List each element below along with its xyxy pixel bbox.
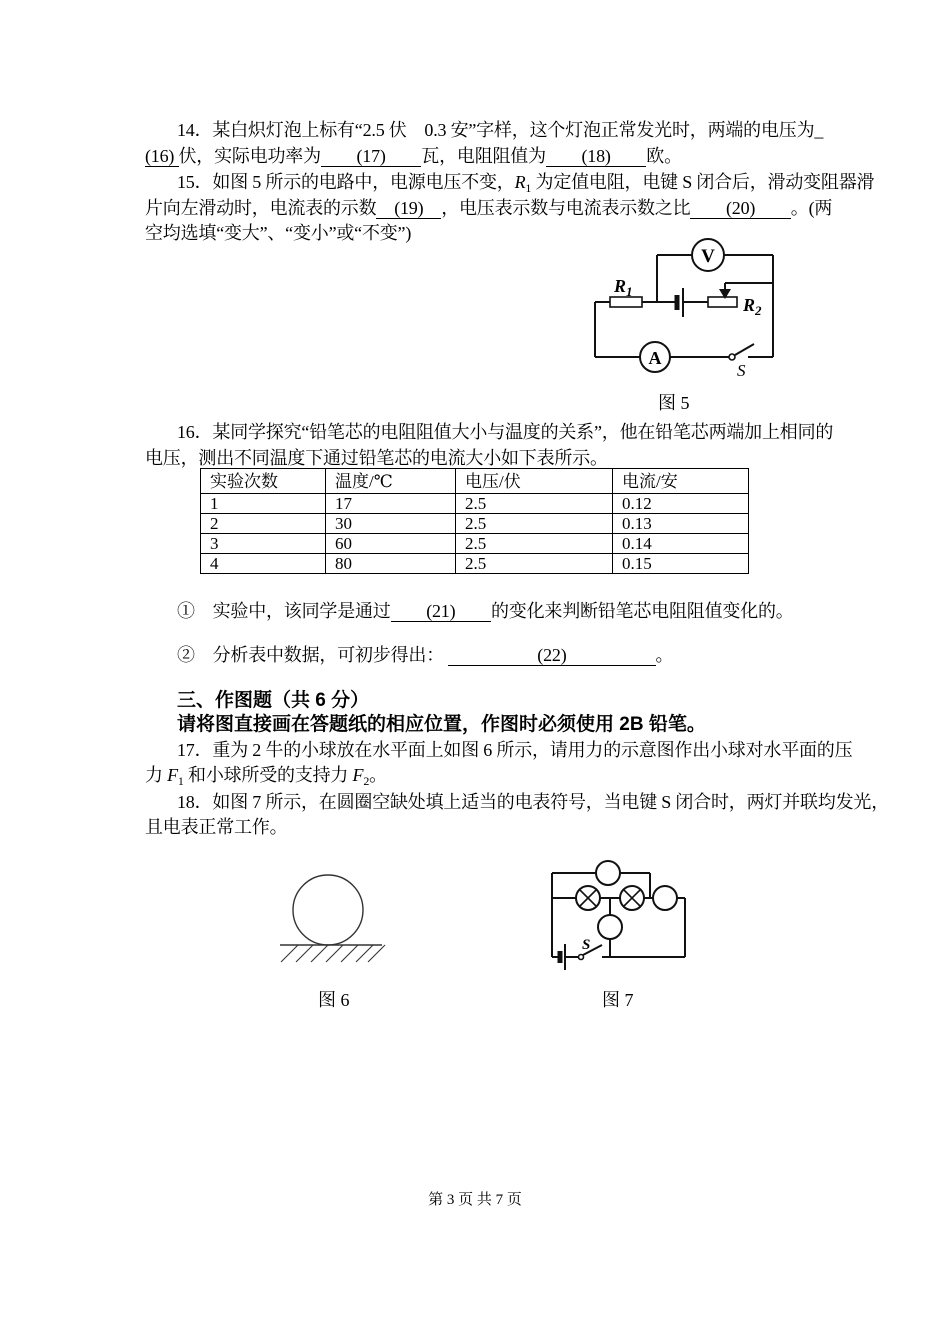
text-segment: F [167,765,178,785]
text-segment: 伏，实际电功率为 [178,146,321,166]
table-cell: 80 [326,554,456,574]
table-row [201,514,749,534]
question-14-line-2 [145,144,682,169]
table-cell: 17 [326,494,456,514]
figure5-circuit-diagram [588,233,788,381]
text-segment: (19) [376,198,442,218]
figure7-circuit-diagram [540,855,700,980]
text-segment: 1 [525,181,532,195]
text-segment: 片向左滑动时，电流表的示数 [145,198,377,218]
table-header-temperature: 温度/℃ [326,469,456,494]
voltmeter-label: V [701,246,715,267]
text-segment: (17) [320,146,422,166]
switch-label: S [737,361,746,380]
question-15-line-2 [145,196,832,221]
table-cell: 2.5 [456,554,613,574]
text-segment: 。 [369,765,387,785]
switch-label: S [582,937,591,953]
text-segment: 2 [363,774,370,788]
text-segment: 力 [145,765,168,785]
text-segment: R [514,172,526,192]
table-cell: 1 [201,494,326,514]
question-18-line-2: 且电表正常工作。 [145,817,288,837]
resistor-r1-label: $R_1$ [614,276,633,299]
question-16-sub-2 [177,643,673,668]
measurement-table [200,468,749,574]
text-segment: 。 [655,645,674,665]
table-header-row [201,469,749,494]
empty-meter-circle-middle [598,915,622,939]
figure6-caption: 图 6 [318,990,350,1010]
table-cell: 0.14 [613,534,749,554]
rheostat-r2 [708,297,737,307]
table-cell: 2.5 [456,494,613,514]
table-header-trial: 实验次数 [201,469,326,494]
text-segment: ，电压表示数与电流表示数之比 [441,198,691,218]
question-16-sub-1 [177,599,794,624]
question-14-line-1: 14．某白炽灯泡上标有“2.5 伏 0.3 安”字样，这个灯泡正常发光时，两端的电压为_ [177,120,824,140]
table-header-voltage: 电压/伏 [456,469,613,494]
figure7-caption: 图 7 [602,990,634,1010]
text-segment: 1 [177,774,184,788]
table-row [201,494,749,514]
text-segment: 和小球所受的支持力 [183,765,353,785]
table-cell: 0.12 [613,494,749,514]
switch-contact [579,955,584,960]
table-header-current: 电流/安 [613,469,749,494]
table-row [201,554,749,574]
question-16-line-2: 电压，测出不同温度下通过铅笔芯的电流大小如下表所示。 [145,448,608,468]
text-segment: 15．如图 5 所示的电路中，电源电压不变， [177,172,515,192]
ball [293,875,363,945]
lamp-cross [580,890,597,907]
table-cell: 30 [326,514,456,534]
table-row [201,534,749,554]
figure6-ball-diagram [268,865,398,970]
section-3-title: 三、作图题（共 6 分） [177,690,370,711]
text-segment: ① 实验中，该同学是通过 [177,601,391,621]
switch-contact [729,354,735,360]
figure5-caption: 图 5 [658,393,690,413]
ground-hatching [281,945,385,962]
page-number-footer: 第 3 页 共 7 页 [428,1192,522,1208]
lamp-cross [624,890,641,907]
question-15-line-3: 空均选填“变大”、“变小”或“不变”) [145,223,412,243]
ammeter-label: A [648,348,662,368]
rheostat-r2-label: $R_2$ [743,295,762,318]
table-cell: 60 [326,534,456,554]
empty-meter-circle-right [653,886,677,910]
table-cell: 3 [201,534,326,554]
question-16-line-1: 16．某同学探究“铅笔芯的电阻阻值大小与温度的关系”，他在铅笔芯两端加上相同的 [177,422,834,442]
text-segment: 为定值电阻，电键 S 闭合后，滑动变阻器滑 [531,172,875,192]
table-cell: 0.15 [613,554,749,574]
text-segment: 。(两 [790,198,833,218]
text-segment: 欧。 [646,146,682,166]
text-segment: ② 分析表中数据，可初步得出： [177,645,449,665]
text-segment: (18) [545,146,647,166]
table-cell: 2.5 [456,534,613,554]
table-cell: 4 [201,554,326,574]
section-3-note: 请将图直接画在答题纸的相应位置，作图时必须使用 2B 铅笔。 [177,714,706,735]
switch-lever [735,344,754,355]
text-segment: (21) [390,601,491,621]
text-segment: (20) [690,198,791,218]
text-segment: (22) [448,645,656,665]
question-18-line-1: 18．如图 7 所示，在圆圈空缺处填上适当的电表符号，当电键 S 闭合时，两灯并联均发光， [177,792,890,812]
table-cell: 0.13 [613,514,749,534]
text-segment: F [352,765,364,785]
text-segment: 瓦，电阻阻值为 [421,146,546,166]
text-segment: (16) [145,146,179,166]
question-17-line-1: 17．重为 2 牛的小球放在水平面上如图 6 所示，请用力的示意图作出小球对水平面的压 [177,740,853,760]
text-segment: 的变化来判断铅笔芯电阻阻值变化的。 [491,601,794,621]
empty-meter-circle-top [596,861,620,885]
table-cell: 2.5 [456,514,613,534]
table-cell: 2 [201,514,326,534]
